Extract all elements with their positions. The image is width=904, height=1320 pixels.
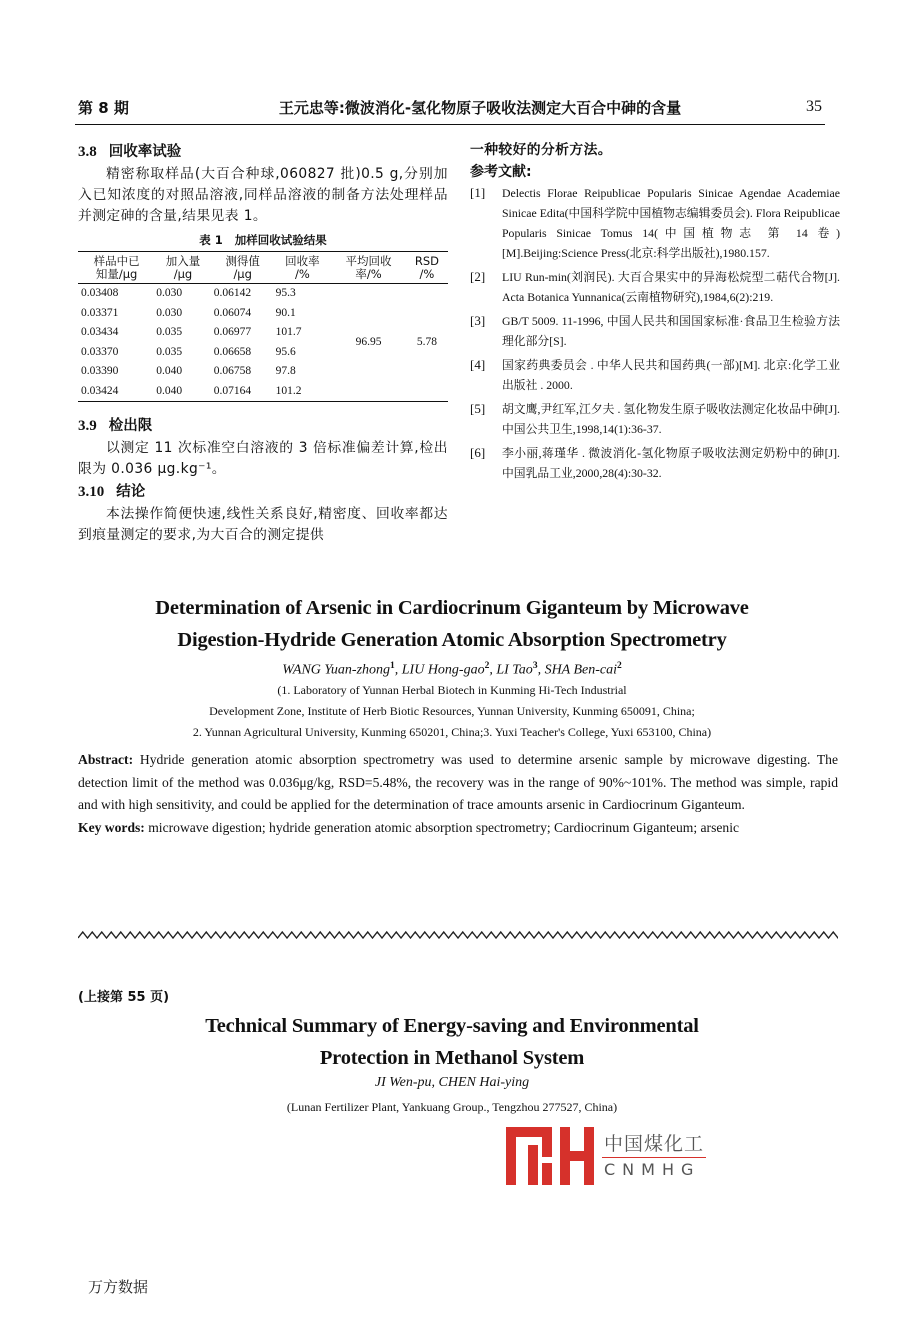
section-3-8-paragraph: 精密称取样品(大百合种球,060827 批)0.5 g,分别加入已知浓度的对照品溶液,同样品溶液的制备方法处理样品并测定砷的含量,结果见表 1。 [78,166,448,224]
author-affiliation-mark: 1 [390,661,395,671]
cell-recovery: 101.7 [275,326,302,338]
cell-recovery: 97.8 [275,365,296,377]
reference-number: [1] [470,185,486,200]
logo-chinese-text: 中国煤化工 [604,1133,705,1155]
cnmhg-logo [506,1127,716,1187]
table-row [78,284,448,304]
header-line: 率/% [355,267,382,281]
section-number: 3.9 [78,418,97,434]
cell-known: 0.03424 [81,384,119,397]
cell-added: 0.030 [156,306,183,319]
header-line: RSD [414,254,440,268]
keywords-paragraph [78,817,838,840]
english-affiliations [80,680,824,743]
cell-measured: 0.06977 [213,326,252,338]
header-rule [75,124,825,125]
wavy-separator [78,928,838,942]
continued-from-label: (上接第 55 页) [78,990,170,1005]
reference-list [470,183,840,483]
header-line: 回收率 [285,254,320,268]
logo-english-text: CNMHG [604,1160,701,1179]
keywords-text: microwave digestion; hydride generation atomic absorption spectrometry; Cardiocrinum Giganteum; arsenic [148,819,740,835]
col-header-mean-recovery [331,252,406,284]
continued-article-affiliation: (Lunan Fertilizer Plant, Yankuang Group., Tengzhou 277527, China) [286,1100,618,1114]
continued-article-title [80,1010,824,1074]
recovery-table [78,251,448,402]
english-title-line: Digestion-Hydride Generation Atomic Absorption Spectrometry [177,629,727,651]
author-affiliation-mark: 2 [484,661,490,671]
col-header-known [78,252,154,284]
cell-known: 0.03408 [81,287,119,299]
cell-measured: 0.06074 [213,306,252,319]
author-name: LI Tao [496,662,533,678]
affiliation-line: Development Zone, Institute of Herb Biotic Resources, Yunnan University, Kunming 650091, China; [209,704,695,718]
running-header [78,96,822,118]
affiliation-line: (1. Laboratory of Yunnan Herbal Biotech in Kunming Hi-Tech Industrial [277,683,627,697]
continued-title-line: Protection in Methanol System [319,1047,585,1069]
section-number: 3.8 [78,144,97,160]
header-line: /% [294,267,310,281]
header-line: /% [419,267,435,281]
cell-known: 0.03371 [81,306,119,319]
right-column [470,140,840,483]
col-header-measured [212,252,274,284]
wanfang-watermark: 万方数据 [88,1278,149,1296]
cell-added: 0.035 [156,326,183,338]
section-number: 3.10 [78,484,105,500]
continued-article-authors: JI Wen-pu, CHEN Hai-ying [374,1075,530,1090]
reference-text: GB/T 5009. 11-1996, 中国人民共和国国家标准·食品卫生检验方法理化部分[S]. [502,314,840,348]
author-name: SHA Ben-cai [544,662,618,678]
logo-rule [602,1157,706,1158]
page-number: 35 [806,98,822,115]
table-caption [78,229,448,251]
author-affiliation-mark: 3 [532,661,538,671]
author-affiliation-mark: 2 [617,661,622,671]
reference-item [470,311,840,351]
header-line: 测得值 [225,254,260,268]
reference-number: [5] [470,401,486,416]
cell-rsd: 5.78 [416,335,437,348]
english-authors: WANG Yuan-zhong$^1$, LIU Hong-gao$^2$, LI Tao$^3$, SHA Ben-cai$^2$ [282,661,622,678]
references-heading: 参考文献: [470,164,532,180]
cell-mean-recovery: 96.95 [355,335,382,348]
reference-number: [3] [470,313,486,328]
cell-added: 0.030 [156,287,183,299]
affiliation-line: 2. Yunnan Agricultural University, Kunming 650201, China;3. Yuxi Teacher's College, Yuxi 653100, China) [192,725,712,739]
mh-logo-mark-icon [506,1127,596,1185]
header-line: /μg [173,267,193,281]
section-title: 检出限 [108,418,153,434]
cell-recovery: 95.3 [275,287,296,299]
reference-text: 胡文鹰,尹红军,江夕夫 . 氢化物发生原子吸收法测定化妆品中砷[J]. 中国公共卫生,1998,14(1):36-37. [502,402,840,436]
cell-known: 0.03390 [81,365,119,377]
col-header-rsd [406,252,448,284]
english-abstract [78,749,838,839]
cell-known: 0.03434 [81,326,119,338]
continued-sentence: 一种较好的分析方法。 [470,142,612,158]
cell-known: 0.03370 [81,345,119,358]
col-header-recovery [274,252,332,284]
header-line: 平均回收 [345,254,392,268]
reference-number: [6] [470,445,486,460]
abstract-paragraph [78,749,838,817]
issue-label: 第 8 期 [78,98,129,117]
section-heading-3-10 [78,480,448,504]
reference-text: Delectis Florae Reipublicae Popularis Sinicae Agendae Academiae Sinicae Edita(中国科学院中国植物志编辑委员会). Flora Reipublicae Popularis Sinicae Tomus 14(中国植物志 第 14 卷)[M].Beijing:Science Press(北京:科学出版社),1980.157. [502,186,840,260]
section-heading-3-9 [78,414,448,438]
reference-item [470,183,840,263]
running-title: 王元忠等:微波消化-氢化物原子吸收法测定大百合中砷的含量 [278,98,682,117]
section-3-10-paragraph: 本法操作简便快速,线性关系良好,精密度、回收率都达到痕量测定的要求,为大百合的测定提供 [78,506,448,543]
table-title: 加样回收试验结果 [234,233,327,247]
header-line: 样品中已 [93,254,140,268]
keywords-label: Key words: [78,819,145,835]
reference-number: [4] [470,357,486,372]
cell-measured: 0.06758 [213,365,252,377]
author-name: WANG Yuan-zhong [282,662,391,678]
reference-item [470,355,840,395]
table-header-row [78,252,448,284]
reference-text: LIU Run-min(刘润民). 大百合果实中的异海松烷型二萜代合物[J]. Acta Botanica Yunnanica(云南植物研究),1984,6(2):219. [502,270,840,304]
section-3-9-paragraph: 以测定 11 次标准空白溶液的 3 倍标准偏差计算,检出限为 0.036 μg.kg⁻¹。 [78,440,448,477]
section-title: 回收率试验 [108,144,182,160]
english-title-line: Determination of Arsenic in Cardiocrinum Giganteum by Microwave [155,597,749,619]
cell-added: 0.040 [156,384,183,397]
cell-recovery: 95.6 [275,345,296,358]
english-title [80,592,824,656]
reference-item [470,399,840,439]
header-line: 加入量 [165,254,201,268]
section-heading-3-8 [78,140,448,164]
cell-added: 0.040 [156,365,183,377]
reference-text: 李小丽,蒋瑾华 . 微波消化-氢化物原子吸收法测定奶粉中的砷[J]. 中国乳品工业,2000,28(4):30-32. [502,446,840,480]
cell-measured: 0.07164 [213,384,252,397]
reference-item [470,443,840,483]
header-line: 知量/μg [95,267,138,281]
abstract-label: Abstract: [78,752,134,767]
cell-recovery: 90.1 [275,306,296,319]
cell-measured: 0.06142 [213,287,252,299]
reference-text: 国家药典委员会 . 中华人民共和国药典(一部)[M]. 北京:化学工业出版社 . 2000. [502,358,840,392]
section-title: 结论 [116,484,146,500]
reference-item [470,267,840,307]
cell-added: 0.035 [156,345,183,358]
col-header-added [154,252,212,284]
author-name: LIU Hong-gao [401,662,485,678]
table-number: 表 1 [199,233,223,247]
abstract-text: Hydride generation atomic absorption spectrometry was used to determine arsenic sample by microwave digesting. The detection limit of the method was 0.036μg/kg, RSD=5.48%, the recovery was in the range of 90%~101%. The method was simple, rapid and with high sensitivity, and could be applied for the determination of trace amounts arsenic in Cardiocrinum Giganteum. [78,752,839,812]
continued-title-line: Technical Summary of Energy-saving and Environmental [205,1015,699,1037]
cell-recovery: 101.2 [275,384,302,397]
header-line: /μg [233,267,252,281]
cell-measured: 0.06658 [213,345,252,358]
left-column [78,140,448,546]
reference-number: [2] [470,269,486,284]
